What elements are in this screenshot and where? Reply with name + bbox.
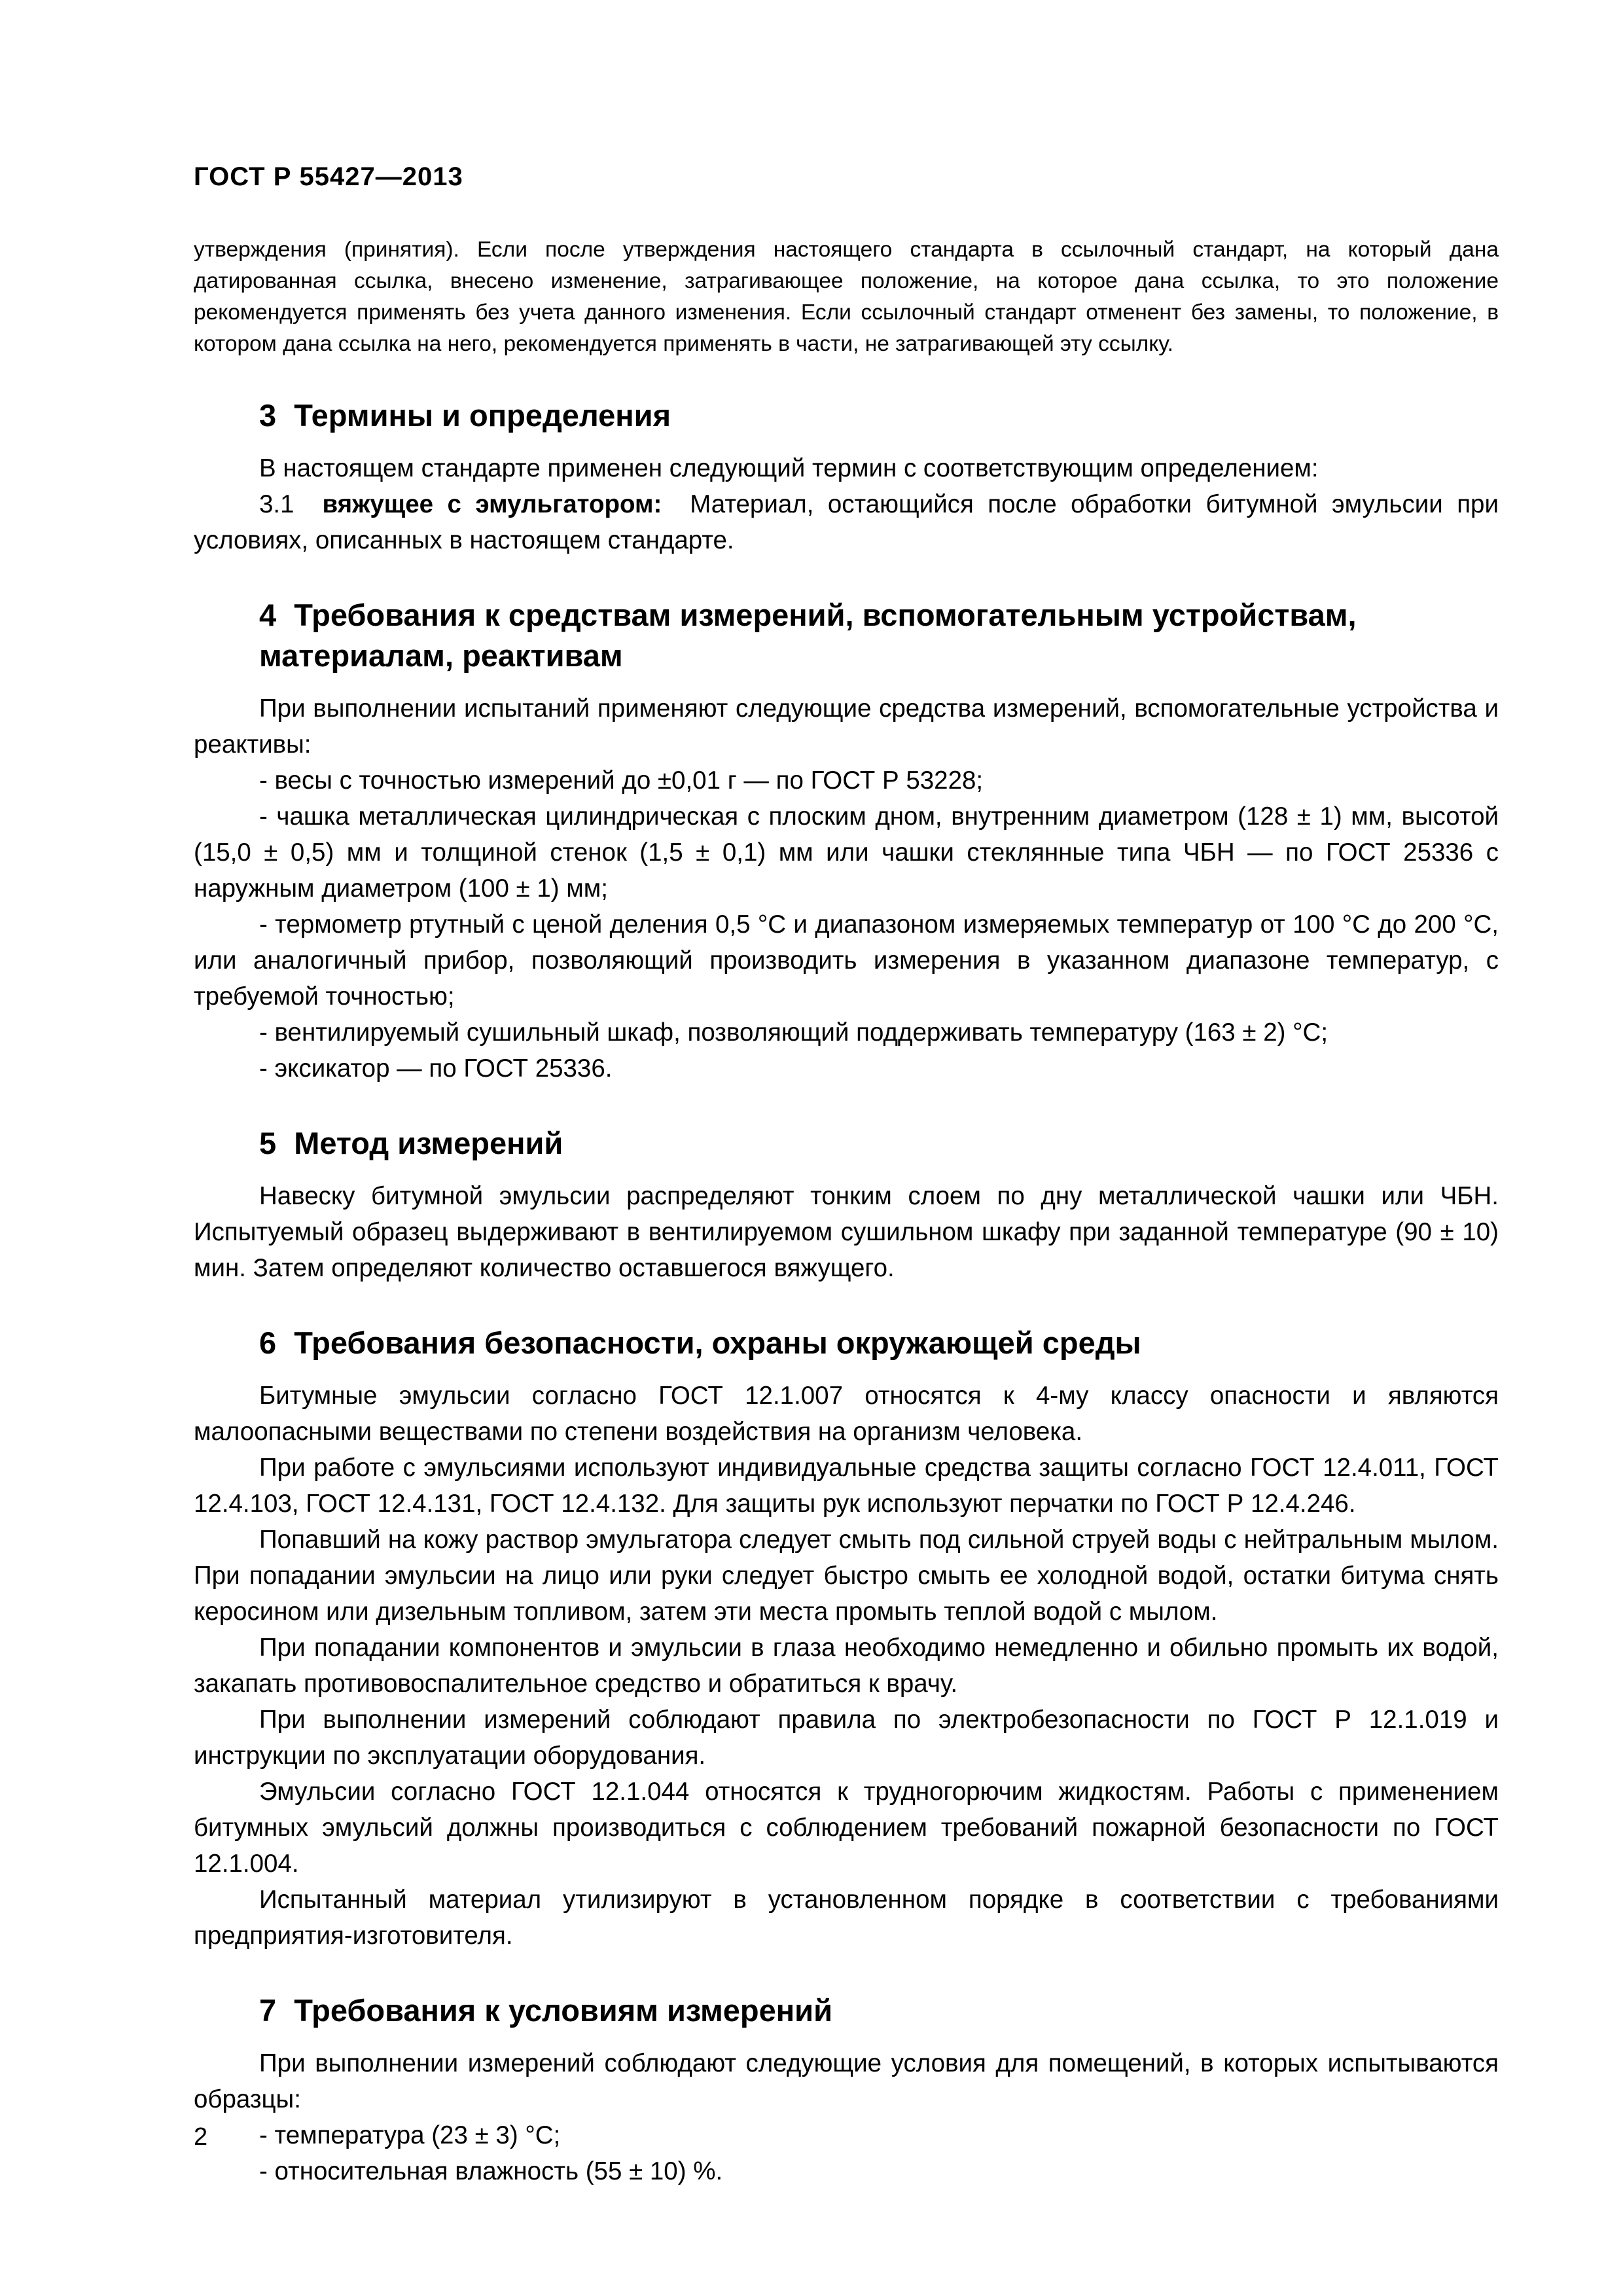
section-3-heading (194, 395, 1499, 436)
section-5-number: 5 (259, 1126, 277, 1160)
section-4-title: Требования к средствам измерений, вспомогательным устройствам, материалам, реактивам (259, 598, 1357, 673)
section-5-title: Метод измерений (294, 1126, 563, 1160)
section-7-paragraph: При выполнении измерений соблюдают следующие условия для помещений, в которых испытываются образцы: (194, 2049, 1499, 2113)
section-6-paragraph: При попадании компонентов и эмульсии в глаза необходимо немедленно и обильно промыть их водой, закапать противовоспалительное средство и обратиться к врачу. (194, 1634, 1499, 1698)
section-3-title: Термины и определения (294, 398, 671, 433)
term-definition-3-1 (194, 486, 1499, 558)
term-number: 3.1 (259, 490, 294, 518)
term-definition: Материал, остающийся после обработки битумной эмульсии при условиях, описанных в настоящем стандарте. (194, 490, 1499, 554)
section-7-number: 7 (259, 1993, 277, 2028)
section-6-paragraph: Испытанный материал утилизируют в установленном порядке в соответствии с требованиями предприятия-изготовителя. (194, 1886, 1499, 1950)
section-6-paragraph: При работе с эмульсиями используют индивидуальные средства защиты согласно ГОСТ 12.4.011, ГОСТ 12.4.103, ГОСТ 12.4.131, ГОСТ 12.4.132. Для защиты рук используют перчатки по ГОСТ Р 12.4.246. (194, 1454, 1499, 1518)
section-5-paragraph: Навеску битумной эмульсии распределяют тонким слоем по дну металлической чашки или ЧБН. Испытуемый образец выдерживают в вентилируемом сушильном шкафу при заданной температуре (90 ± 10) мин. Затем определяют количество оставшегося вяжущего. (194, 1182, 1499, 1282)
section-6-paragraph: Эмульсии согласно ГОСТ 12.1.044 относятся к трудногорючим жидкостям. Работы с применением битумных эмульсий должны производиться с соблюдением требований пожарной безопасности по ГОСТ 12.1.004. (194, 1778, 1499, 1878)
section-7-title: Требования к условиям измерений (294, 1993, 832, 2028)
section-4-list-item: - вентилируемый сушильный шкаф, позволяющий поддерживать температуру (163 ± 2) °С; (259, 1018, 1329, 1047)
section-4-paragraph: При выполнении испытаний применяют следующие средства измерений, вспомогательные устройства и реактивы: (194, 694, 1499, 759)
section-7-list-item: - температура (23 ± 3) °С; (259, 2121, 561, 2149)
section-6-paragraph: При выполнении измерений соблюдают правила по электробезопасности по ГОСТ Р 12.1.019 и инструкции по эксплуатации оборудования. (194, 1706, 1499, 1770)
section-7-list-item: - относительная влажность (55 ± 10) %. (259, 2157, 723, 2185)
section-7-heading (194, 1990, 1499, 2031)
document-body (194, 234, 1499, 2189)
section-6-paragraph: Битумные эмульсии согласно ГОСТ 12.1.007 относятся к 4-му классу опасности и являются малоопасными веществами по степени воздействия на организм человека. (194, 1382, 1499, 1446)
intro-paragraph: утверждения (принятия). Если после утверждения настоящего стандарта в ссылочный стандарт, на который дана датированная ссылка, внесено изменение, затрагивающее положение, на которое дана ссылка, то это положение рекомендуется применять без учета данного изменения. Если ссылочный стандарт отменент без замены, то положение, в котором дана ссылка на него, рекомендуется применять в части, не затрагивающей эту ссылку. (194, 238, 1499, 356)
section-4-number: 4 (259, 598, 277, 632)
section-6-heading (194, 1323, 1499, 1363)
section-4-list-item: - термометр ртутный с ценой деления 0,5 °С и диапазоном измеряемых температур от 100 °С до 200 °С, или аналогичный прибор, позволяющий производить измерения в указанном диапазоне температур, с требуемой точностью; (194, 910, 1499, 1011)
page-number: 2 (194, 2123, 208, 2151)
term-name: вяжущее с эмульгатором: (322, 490, 662, 518)
section-6-title: Требования безопасности, охраны окружающей среды (294, 1325, 1141, 1360)
document-header: ГОСТ Р 55427—2013 (194, 162, 463, 191)
section-5-heading (194, 1123, 1499, 1164)
section-4-list-item: - весы с точностью измерений до ±0,01 г — по ГОСТ Р 53228; (259, 766, 984, 795)
section-4-list-item: - эксикатор — по ГОСТ 25336. (259, 1054, 613, 1083)
section-6-paragraph: Попавший на кожу раствор эмульгатора следует смыть под сильной струей воды с нейтральным мылом. При попадании эмульсии на лицо или руки следует быстро смыть ее холодной водой, остатки битума снять керосином или дизельным топливом, затем эти места промыть теплой водой с мылом. (194, 1526, 1499, 1626)
section-4-heading (194, 595, 1499, 676)
section-6-number: 6 (259, 1325, 277, 1360)
section-3-intro: В настоящем стандарте применен следующий термин с соответствующим определением: (259, 454, 1319, 482)
section-4-list-item: - чашка металлическая цилиндрическая с плоским дном, внутренним диаметром (128 ± 1) мм, высотой (15,0 ± 0,5) мм и толщиной стенок (1,5 ± 0,1) мм или чашки стеклянные типа ЧБН — по ГОСТ 25336 с наружным диаметром (100 ± 1) мм; (194, 802, 1499, 903)
section-3-number: 3 (259, 398, 277, 433)
